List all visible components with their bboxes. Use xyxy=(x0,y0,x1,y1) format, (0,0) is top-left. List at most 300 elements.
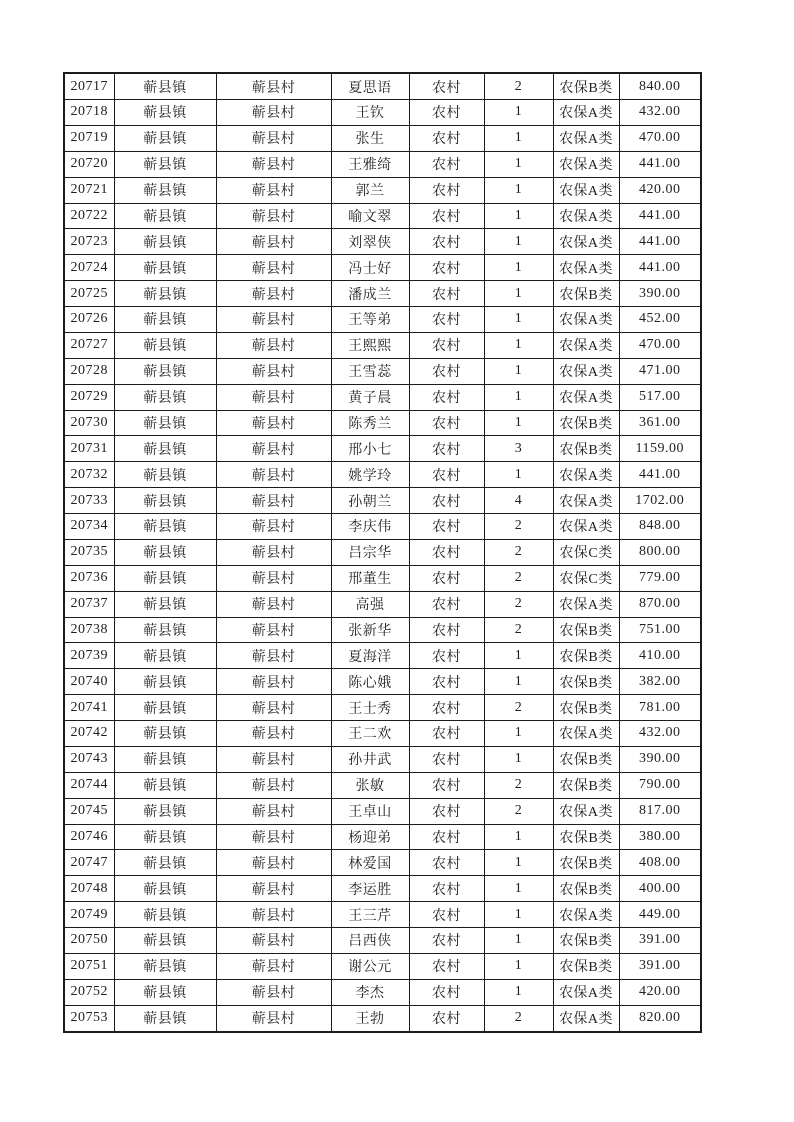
cell-name: 王士秀 xyxy=(331,695,409,721)
table-row xyxy=(64,953,701,979)
table-row xyxy=(64,307,701,333)
table-row xyxy=(64,1005,701,1032)
cell-amount: 449.00 xyxy=(619,902,701,928)
cell-id: 20731 xyxy=(64,436,114,462)
cell-name: 郭兰 xyxy=(331,177,409,203)
table-row xyxy=(64,876,701,902)
cell-name: 吕西侠 xyxy=(331,928,409,954)
cell-id: 20753 xyxy=(64,1005,114,1032)
cell-count: 2 xyxy=(484,695,553,721)
cell-town: 蕲县镇 xyxy=(114,203,216,229)
cell-count: 1 xyxy=(484,358,553,384)
cell-village: 蕲县村 xyxy=(216,125,331,151)
cell-amount: 790.00 xyxy=(619,772,701,798)
cell-category: 农保A类 xyxy=(553,332,619,358)
table-row xyxy=(64,358,701,384)
cell-village: 蕲县村 xyxy=(216,746,331,772)
cell-count: 1 xyxy=(484,203,553,229)
cell-village: 蕲县村 xyxy=(216,514,331,540)
cell-category: 农保A类 xyxy=(553,488,619,514)
table-row xyxy=(64,746,701,772)
table-row xyxy=(64,539,701,565)
cell-count: 1 xyxy=(484,177,553,203)
cell-name: 陈心娥 xyxy=(331,669,409,695)
cell-village: 蕲县村 xyxy=(216,436,331,462)
cell-category: 农保B类 xyxy=(553,746,619,772)
cell-id: 20719 xyxy=(64,125,114,151)
table-row xyxy=(64,255,701,281)
cell-category: 农保A类 xyxy=(553,100,619,126)
cell-count: 1 xyxy=(484,876,553,902)
cell-residence: 农村 xyxy=(409,746,484,772)
cell-residence: 农村 xyxy=(409,203,484,229)
cell-id: 20727 xyxy=(64,332,114,358)
cell-village: 蕲县村 xyxy=(216,772,331,798)
cell-amount: 432.00 xyxy=(619,100,701,126)
cell-count: 2 xyxy=(484,73,553,100)
table-row xyxy=(64,617,701,643)
cell-category: 农保C类 xyxy=(553,565,619,591)
cell-amount: 779.00 xyxy=(619,565,701,591)
cell-id: 20723 xyxy=(64,229,114,255)
cell-town: 蕲县镇 xyxy=(114,928,216,954)
cell-amount: 441.00 xyxy=(619,462,701,488)
cell-id: 20748 xyxy=(64,876,114,902)
cell-id: 20724 xyxy=(64,255,114,281)
cell-count: 1 xyxy=(484,410,553,436)
cell-count: 3 xyxy=(484,436,553,462)
cell-amount: 441.00 xyxy=(619,255,701,281)
cell-village: 蕲县村 xyxy=(216,203,331,229)
table-row xyxy=(64,772,701,798)
cell-residence: 农村 xyxy=(409,979,484,1005)
table-row xyxy=(64,643,701,669)
cell-amount: 382.00 xyxy=(619,669,701,695)
cell-name: 杨迎弟 xyxy=(331,824,409,850)
cell-id: 20738 xyxy=(64,617,114,643)
cell-name: 王等弟 xyxy=(331,307,409,333)
cell-amount: 1702.00 xyxy=(619,488,701,514)
cell-count: 1 xyxy=(484,824,553,850)
cell-name: 谢公元 xyxy=(331,953,409,979)
cell-residence: 农村 xyxy=(409,384,484,410)
table-body xyxy=(64,73,701,1032)
cell-category: 农保B类 xyxy=(553,669,619,695)
cell-count: 2 xyxy=(484,1005,553,1032)
cell-amount: 870.00 xyxy=(619,591,701,617)
cell-name: 王三芹 xyxy=(331,902,409,928)
cell-count: 1 xyxy=(484,643,553,669)
cell-id: 20728 xyxy=(64,358,114,384)
table-row xyxy=(64,850,701,876)
cell-village: 蕲县村 xyxy=(216,669,331,695)
cell-id: 20737 xyxy=(64,591,114,617)
cell-category: 农保B类 xyxy=(553,617,619,643)
cell-amount: 1159.00 xyxy=(619,436,701,462)
cell-town: 蕲县镇 xyxy=(114,73,216,100)
cell-village: 蕲县村 xyxy=(216,332,331,358)
table-row xyxy=(64,332,701,358)
cell-category: 农保B类 xyxy=(553,953,619,979)
cell-category: 农保A类 xyxy=(553,307,619,333)
cell-id: 20730 xyxy=(64,410,114,436)
cell-residence: 农村 xyxy=(409,229,484,255)
cell-id: 20747 xyxy=(64,850,114,876)
cell-name: 喻文翠 xyxy=(331,203,409,229)
cell-town: 蕲县镇 xyxy=(114,772,216,798)
cell-residence: 农村 xyxy=(409,358,484,384)
cell-id: 20725 xyxy=(64,281,114,307)
cell-name: 王雪蕊 xyxy=(331,358,409,384)
cell-amount: 840.00 xyxy=(619,73,701,100)
cell-town: 蕲县镇 xyxy=(114,695,216,721)
cell-amount: 470.00 xyxy=(619,125,701,151)
cell-town: 蕲县镇 xyxy=(114,384,216,410)
cell-town: 蕲县镇 xyxy=(114,100,216,126)
cell-residence: 农村 xyxy=(409,850,484,876)
cell-amount: 470.00 xyxy=(619,332,701,358)
table-row xyxy=(64,125,701,151)
table-row xyxy=(64,591,701,617)
table-row xyxy=(64,669,701,695)
cell-village: 蕲县村 xyxy=(216,488,331,514)
cell-id: 20740 xyxy=(64,669,114,695)
table-row xyxy=(64,281,701,307)
cell-id: 20742 xyxy=(64,721,114,747)
cell-name: 张敏 xyxy=(331,772,409,798)
cell-count: 1 xyxy=(484,746,553,772)
cell-town: 蕲县镇 xyxy=(114,307,216,333)
cell-name: 高强 xyxy=(331,591,409,617)
cell-count: 1 xyxy=(484,100,553,126)
cell-amount: 420.00 xyxy=(619,979,701,1005)
cell-village: 蕲县村 xyxy=(216,307,331,333)
cell-town: 蕲县镇 xyxy=(114,824,216,850)
cell-village: 蕲县村 xyxy=(216,384,331,410)
cell-id: 20752 xyxy=(64,979,114,1005)
cell-amount: 361.00 xyxy=(619,410,701,436)
cell-residence: 农村 xyxy=(409,953,484,979)
cell-village: 蕲县村 xyxy=(216,281,331,307)
cell-town: 蕲县镇 xyxy=(114,617,216,643)
cell-amount: 410.00 xyxy=(619,643,701,669)
cell-count: 2 xyxy=(484,514,553,540)
cell-village: 蕲县村 xyxy=(216,565,331,591)
cell-name: 王熙熙 xyxy=(331,332,409,358)
cell-residence: 农村 xyxy=(409,565,484,591)
cell-amount: 848.00 xyxy=(619,514,701,540)
cell-residence: 农村 xyxy=(409,514,484,540)
table-row xyxy=(64,100,701,126)
cell-category: 农保B类 xyxy=(553,850,619,876)
cell-amount: 390.00 xyxy=(619,746,701,772)
table-row xyxy=(64,902,701,928)
cell-name: 黄子晨 xyxy=(331,384,409,410)
cell-residence: 农村 xyxy=(409,902,484,928)
cell-amount: 452.00 xyxy=(619,307,701,333)
cell-residence: 农村 xyxy=(409,125,484,151)
cell-village: 蕲县村 xyxy=(216,979,331,1005)
cell-name: 潘成兰 xyxy=(331,281,409,307)
cell-residence: 农村 xyxy=(409,177,484,203)
cell-count: 2 xyxy=(484,591,553,617)
table-row xyxy=(64,928,701,954)
cell-residence: 农村 xyxy=(409,798,484,824)
cell-residence: 农村 xyxy=(409,436,484,462)
cell-amount: 408.00 xyxy=(619,850,701,876)
cell-residence: 农村 xyxy=(409,73,484,100)
cell-count: 1 xyxy=(484,125,553,151)
cell-village: 蕲县村 xyxy=(216,255,331,281)
cell-category: 农保A类 xyxy=(553,229,619,255)
cell-amount: 391.00 xyxy=(619,928,701,954)
table-row xyxy=(64,151,701,177)
cell-residence: 农村 xyxy=(409,151,484,177)
cell-category: 农保A类 xyxy=(553,358,619,384)
table-row xyxy=(64,203,701,229)
cell-amount: 751.00 xyxy=(619,617,701,643)
cell-village: 蕲县村 xyxy=(216,953,331,979)
cell-town: 蕲县镇 xyxy=(114,462,216,488)
table-row xyxy=(64,436,701,462)
cell-village: 蕲县村 xyxy=(216,1005,331,1032)
cell-id: 20739 xyxy=(64,643,114,669)
cell-village: 蕲县村 xyxy=(216,824,331,850)
cell-name: 刘翠侠 xyxy=(331,229,409,255)
cell-amount: 820.00 xyxy=(619,1005,701,1032)
cell-residence: 农村 xyxy=(409,824,484,850)
table-row xyxy=(64,73,701,100)
cell-town: 蕲县镇 xyxy=(114,436,216,462)
table-row xyxy=(64,695,701,721)
cell-village: 蕲县村 xyxy=(216,177,331,203)
cell-category: 农保A类 xyxy=(553,514,619,540)
cell-amount: 390.00 xyxy=(619,281,701,307)
table-row xyxy=(64,798,701,824)
cell-count: 1 xyxy=(484,953,553,979)
cell-id: 20726 xyxy=(64,307,114,333)
cell-category: 农保B类 xyxy=(553,928,619,954)
cell-village: 蕲县村 xyxy=(216,798,331,824)
cell-category: 农保A类 xyxy=(553,721,619,747)
cell-residence: 农村 xyxy=(409,617,484,643)
cell-count: 2 xyxy=(484,798,553,824)
cell-village: 蕲县村 xyxy=(216,617,331,643)
cell-id: 20745 xyxy=(64,798,114,824)
cell-village: 蕲县村 xyxy=(216,100,331,126)
cell-count: 1 xyxy=(484,281,553,307)
table-row xyxy=(64,824,701,850)
cell-amount: 432.00 xyxy=(619,721,701,747)
cell-id: 20721 xyxy=(64,177,114,203)
cell-category: 农保B类 xyxy=(553,772,619,798)
cell-count: 2 xyxy=(484,565,553,591)
table-row xyxy=(64,565,701,591)
cell-village: 蕲县村 xyxy=(216,539,331,565)
cell-residence: 农村 xyxy=(409,876,484,902)
cell-town: 蕲县镇 xyxy=(114,539,216,565)
cell-id: 20750 xyxy=(64,928,114,954)
cell-category: 农保A类 xyxy=(553,125,619,151)
cell-amount: 817.00 xyxy=(619,798,701,824)
cell-category: 农保B类 xyxy=(553,436,619,462)
cell-town: 蕲县镇 xyxy=(114,798,216,824)
cell-amount: 800.00 xyxy=(619,539,701,565)
cell-name: 李杰 xyxy=(331,979,409,1005)
cell-town: 蕲县镇 xyxy=(114,953,216,979)
cell-category: 农保A类 xyxy=(553,462,619,488)
cell-town: 蕲县镇 xyxy=(114,125,216,151)
cell-village: 蕲县村 xyxy=(216,721,331,747)
cell-residence: 农村 xyxy=(409,255,484,281)
cell-residence: 农村 xyxy=(409,100,484,126)
cell-category: 农保B类 xyxy=(553,281,619,307)
cell-category: 农保A类 xyxy=(553,203,619,229)
table-row xyxy=(64,721,701,747)
table-row xyxy=(64,979,701,1005)
cell-amount: 420.00 xyxy=(619,177,701,203)
cell-town: 蕲县镇 xyxy=(114,358,216,384)
cell-category: 农保B类 xyxy=(553,695,619,721)
cell-name: 王钦 xyxy=(331,100,409,126)
cell-residence: 农村 xyxy=(409,643,484,669)
cell-town: 蕲县镇 xyxy=(114,229,216,255)
cell-town: 蕲县镇 xyxy=(114,979,216,1005)
cell-town: 蕲县镇 xyxy=(114,332,216,358)
cell-category: 农保A类 xyxy=(553,255,619,281)
cell-id: 20751 xyxy=(64,953,114,979)
cell-town: 蕲县镇 xyxy=(114,643,216,669)
cell-name: 陈秀兰 xyxy=(331,410,409,436)
cell-category: 农保A类 xyxy=(553,902,619,928)
cell-name: 李庆伟 xyxy=(331,514,409,540)
cell-residence: 农村 xyxy=(409,307,484,333)
cell-count: 2 xyxy=(484,539,553,565)
cell-category: 农保B类 xyxy=(553,876,619,902)
cell-town: 蕲县镇 xyxy=(114,721,216,747)
benefit-roster-table xyxy=(63,72,702,1033)
cell-residence: 农村 xyxy=(409,591,484,617)
cell-amount: 471.00 xyxy=(619,358,701,384)
cell-category: 农保A类 xyxy=(553,177,619,203)
cell-category: 农保A类 xyxy=(553,151,619,177)
cell-count: 1 xyxy=(484,669,553,695)
cell-town: 蕲县镇 xyxy=(114,255,216,281)
cell-category: 农保C类 xyxy=(553,539,619,565)
cell-town: 蕲县镇 xyxy=(114,281,216,307)
cell-count: 2 xyxy=(484,617,553,643)
cell-count: 1 xyxy=(484,151,553,177)
cell-count: 1 xyxy=(484,229,553,255)
cell-village: 蕲县村 xyxy=(216,695,331,721)
cell-id: 20734 xyxy=(64,514,114,540)
table-row xyxy=(64,384,701,410)
cell-town: 蕲县镇 xyxy=(114,902,216,928)
cell-name: 王二欢 xyxy=(331,721,409,747)
cell-category: 农保A类 xyxy=(553,979,619,1005)
cell-residence: 农村 xyxy=(409,928,484,954)
cell-id: 20749 xyxy=(64,902,114,928)
cell-name: 夏思语 xyxy=(331,73,409,100)
cell-category: 农保A类 xyxy=(553,384,619,410)
cell-id: 20733 xyxy=(64,488,114,514)
cell-residence: 农村 xyxy=(409,669,484,695)
cell-name: 李运胜 xyxy=(331,876,409,902)
cell-name: 王雅绮 xyxy=(331,151,409,177)
cell-id: 20722 xyxy=(64,203,114,229)
cell-amount: 441.00 xyxy=(619,203,701,229)
cell-category: 农保B类 xyxy=(553,643,619,669)
cell-count: 2 xyxy=(484,772,553,798)
cell-village: 蕲县村 xyxy=(216,410,331,436)
cell-count: 1 xyxy=(484,979,553,1005)
cell-residence: 农村 xyxy=(409,410,484,436)
table-row xyxy=(64,177,701,203)
cell-name: 王勃 xyxy=(331,1005,409,1032)
cell-town: 蕲县镇 xyxy=(114,669,216,695)
table-row xyxy=(64,410,701,436)
cell-village: 蕲县村 xyxy=(216,462,331,488)
cell-residence: 农村 xyxy=(409,695,484,721)
table-row xyxy=(64,514,701,540)
cell-town: 蕲县镇 xyxy=(114,410,216,436)
cell-count: 1 xyxy=(484,902,553,928)
cell-count: 4 xyxy=(484,488,553,514)
cell-category: 农保B类 xyxy=(553,73,619,100)
cell-town: 蕲县镇 xyxy=(114,514,216,540)
cell-count: 1 xyxy=(484,332,553,358)
cell-residence: 农村 xyxy=(409,539,484,565)
cell-town: 蕲县镇 xyxy=(114,850,216,876)
cell-town: 蕲县镇 xyxy=(114,876,216,902)
cell-town: 蕲县镇 xyxy=(114,177,216,203)
cell-amount: 400.00 xyxy=(619,876,701,902)
cell-amount: 380.00 xyxy=(619,824,701,850)
cell-village: 蕲县村 xyxy=(216,876,331,902)
table-row xyxy=(64,462,701,488)
cell-village: 蕲县村 xyxy=(216,591,331,617)
cell-amount: 441.00 xyxy=(619,151,701,177)
cell-id: 20743 xyxy=(64,746,114,772)
cell-count: 1 xyxy=(484,307,553,333)
cell-count: 1 xyxy=(484,721,553,747)
cell-id: 20732 xyxy=(64,462,114,488)
cell-village: 蕲县村 xyxy=(216,229,331,255)
cell-id: 20717 xyxy=(64,73,114,100)
cell-village: 蕲县村 xyxy=(216,358,331,384)
cell-residence: 农村 xyxy=(409,1005,484,1032)
cell-count: 1 xyxy=(484,255,553,281)
cell-name: 冯士好 xyxy=(331,255,409,281)
cell-town: 蕲县镇 xyxy=(114,565,216,591)
cell-name: 夏海洋 xyxy=(331,643,409,669)
cell-count: 1 xyxy=(484,462,553,488)
cell-village: 蕲县村 xyxy=(216,850,331,876)
cell-village: 蕲县村 xyxy=(216,643,331,669)
cell-town: 蕲县镇 xyxy=(114,746,216,772)
cell-id: 20746 xyxy=(64,824,114,850)
cell-id: 20735 xyxy=(64,539,114,565)
cell-amount: 781.00 xyxy=(619,695,701,721)
cell-town: 蕲县镇 xyxy=(114,1005,216,1032)
cell-village: 蕲县村 xyxy=(216,151,331,177)
cell-residence: 农村 xyxy=(409,721,484,747)
cell-residence: 农村 xyxy=(409,462,484,488)
cell-name: 林爱国 xyxy=(331,850,409,876)
cell-name: 王卓山 xyxy=(331,798,409,824)
cell-name: 姚学玲 xyxy=(331,462,409,488)
cell-name: 孙井武 xyxy=(331,746,409,772)
